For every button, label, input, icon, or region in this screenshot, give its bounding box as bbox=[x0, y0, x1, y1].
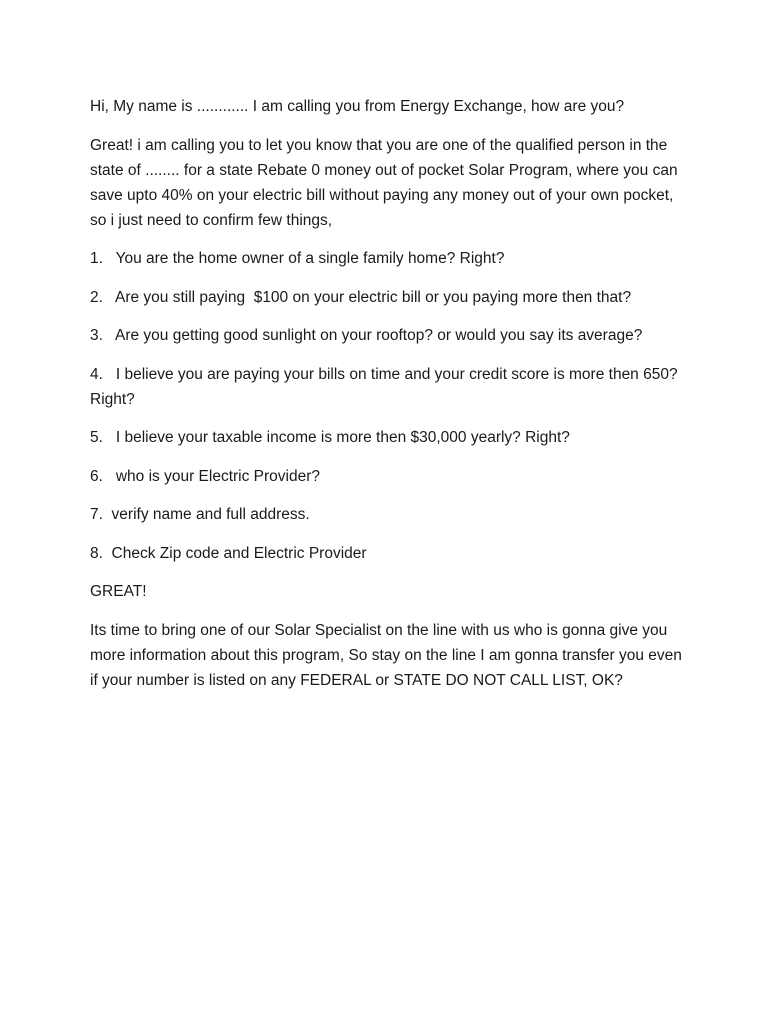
list-item-8: 8. Check Zip code and Electric Provider bbox=[90, 544, 367, 562]
list-item-4: 4. I believe you are paying your bills on time and your credit score is more then 650? Right? bbox=[90, 365, 682, 408]
list-item-6: 6. who is your Electric Provider? bbox=[90, 467, 321, 485]
list-item-3: 3. Are you getting good sunlight on your rooftop? or would you say its average? bbox=[90, 327, 643, 344]
intro-paragraph: Great! i am calling you to let you know that you are one of the qualified person in the state of ........ for a state Rebate 0 money out of pocket Solar Program, where you can save upto 40% on your electric bill without paying any money out of your own pocket, so i just need to confirm few things, bbox=[90, 136, 682, 229]
list-item-7: 7. verify name and full address. bbox=[90, 506, 310, 523]
list-item-5: 5. I believe your taxable income is more then $30,000 yearly? Right? bbox=[90, 429, 570, 446]
greeting-paragraph: Hi, My name is ............ I am calling you from Energy Exchange, how are you? bbox=[90, 98, 625, 115]
list-item-1: 1. You are the home owner of a single family home? Right? bbox=[90, 250, 505, 267]
list-item-2: 2. Are you still paying $100 on your electric bill or you paying more then that? bbox=[90, 288, 632, 306]
script-document bbox=[90, 94, 690, 693]
closing-paragraph: Its time to bring one of our Solar Specialist on the line with us who is gonna give you more information about this program, So stay on the line I am gonna transfer you even if your number is listed on any FEDERAL or STATE DO NOT CALL LIST, OK? bbox=[90, 621, 687, 689]
great-paragraph: GREAT! bbox=[90, 583, 147, 600]
